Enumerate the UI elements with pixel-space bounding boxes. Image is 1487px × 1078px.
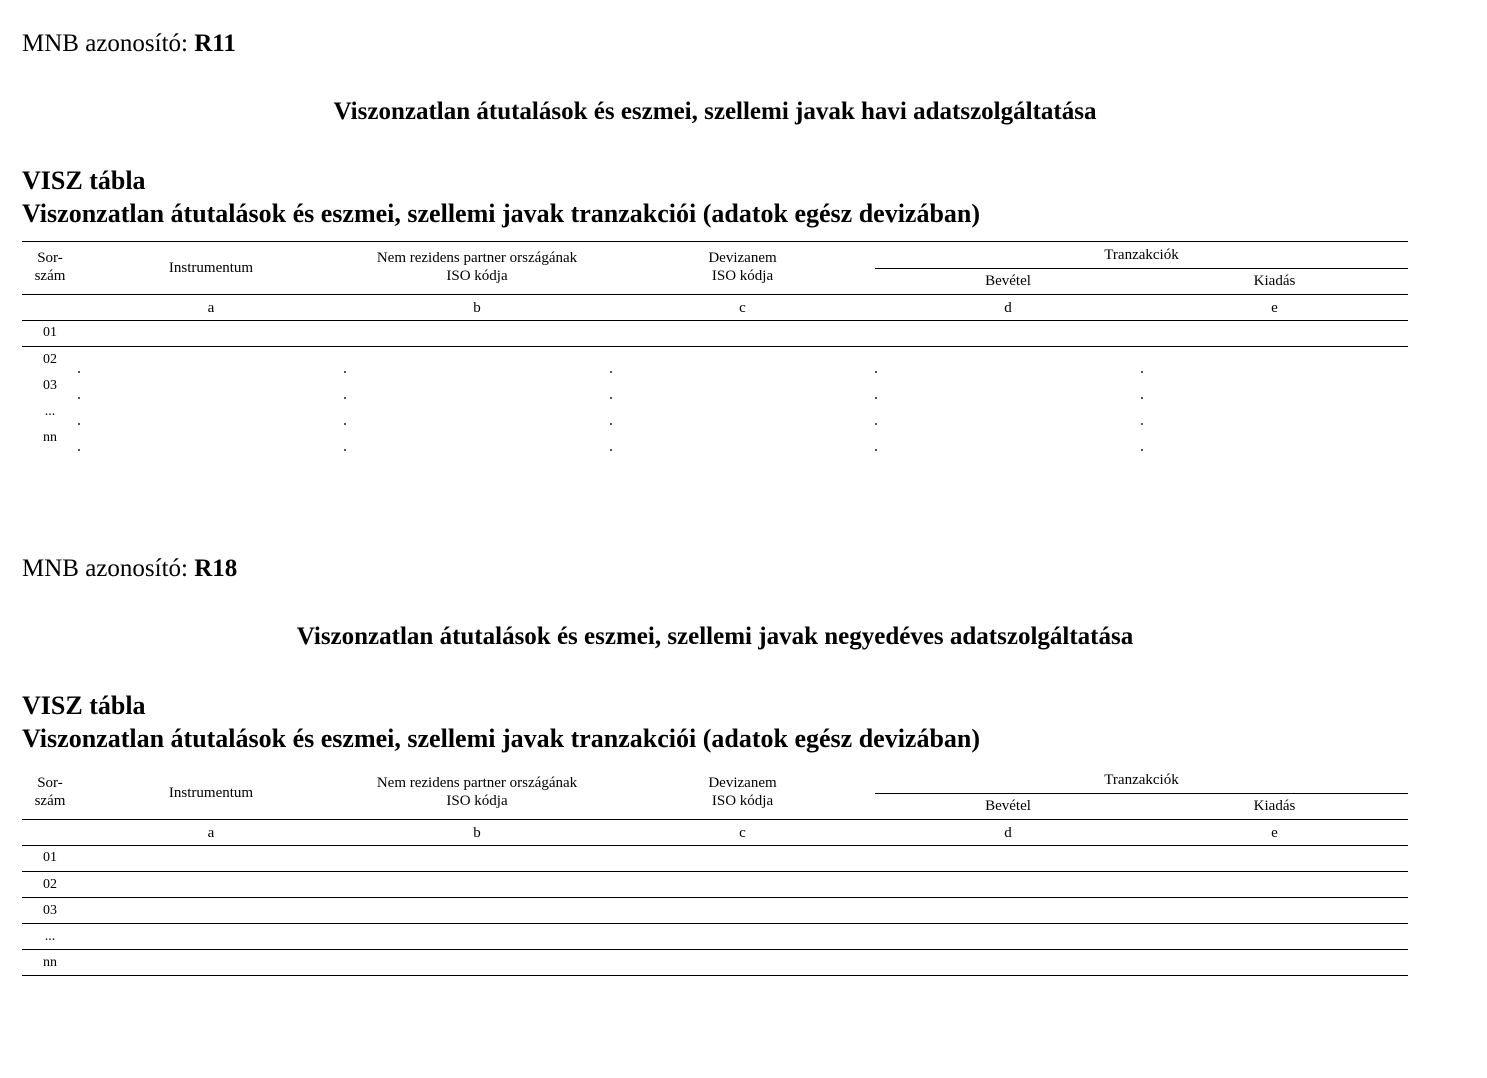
section-r18 bbox=[0, 525, 1487, 1065]
data-table bbox=[22, 241, 1408, 481]
dot-marker bbox=[78, 449, 80, 451]
header-bevetel: Bevétel bbox=[985, 798, 1031, 814]
table-rule bbox=[22, 320, 1408, 321]
header-tranzakciok: Tranzakciók bbox=[1104, 772, 1179, 788]
header-deviza-iso: Devizanem ISO kódja bbox=[708, 250, 777, 284]
dot-marker bbox=[1141, 397, 1143, 399]
dot-marker bbox=[344, 397, 346, 399]
table-rule bbox=[22, 845, 1408, 846]
dot-marker bbox=[610, 423, 612, 425]
dot-marker bbox=[610, 449, 612, 451]
header-bevetel: Bevétel bbox=[985, 273, 1031, 289]
letter-e: e bbox=[1271, 825, 1278, 841]
letter-c: c bbox=[739, 825, 746, 841]
table-rule bbox=[22, 294, 1408, 295]
header-kiadas: Kiadás bbox=[1253, 273, 1296, 289]
row-number: 01 bbox=[43, 850, 57, 865]
header-instrumentum: Instrumentum bbox=[168, 260, 254, 276]
dot-marker bbox=[610, 371, 612, 373]
row-number: 02 bbox=[43, 352, 57, 367]
letter-b: b bbox=[473, 825, 481, 841]
dot-marker bbox=[78, 371, 80, 373]
dot-marker bbox=[1141, 423, 1143, 425]
letter-a: a bbox=[207, 300, 215, 316]
header-partner-iso: Nem rezidens partner országának ISO kódja bbox=[376, 775, 578, 809]
header-deviza-iso: Devizanem ISO kódja bbox=[708, 775, 777, 809]
page-title: Viszonzatlan átutalások és eszmei, szellemi javak havi adatszolgáltatása bbox=[333, 98, 1097, 125]
table-rule bbox=[22, 819, 1408, 820]
header-sorszam: Sor- szám bbox=[34, 250, 66, 284]
letter-e: e bbox=[1271, 300, 1278, 316]
dot-marker bbox=[610, 397, 612, 399]
table-rule bbox=[22, 346, 1408, 347]
mnb-id-line bbox=[22, 30, 236, 58]
row-number: ... bbox=[44, 404, 56, 419]
header-partner-iso: Nem rezidens partner országának ISO kódja bbox=[376, 250, 578, 284]
letter-b: b bbox=[473, 300, 481, 316]
data-table bbox=[22, 766, 1408, 1006]
dot-marker bbox=[78, 423, 80, 425]
row-number: nn bbox=[43, 430, 57, 445]
dot-marker bbox=[875, 423, 877, 425]
dot-marker bbox=[875, 397, 877, 399]
letter-d: d bbox=[1004, 300, 1012, 316]
table-rule bbox=[22, 871, 1408, 872]
mnb-label: MNB azonosító: bbox=[22, 30, 188, 57]
dot-marker bbox=[1141, 449, 1143, 451]
page-title: Viszonzatlan átutalások és eszmei, szellemi javak negyedéves adatszolgáltatása bbox=[296, 623, 1134, 650]
row-number: 01 bbox=[43, 325, 57, 340]
header-sorszam: Sor- szám bbox=[34, 775, 66, 809]
row-number: 02 bbox=[43, 877, 57, 892]
header-instrumentum: Instrumentum bbox=[168, 785, 254, 801]
table-rule bbox=[22, 241, 1408, 242]
row-number: ... bbox=[44, 929, 56, 944]
table-subtitle: Viszonzatlan átutalások és eszmei, szellemi javak tranzakciói (adatok egész devizában) bbox=[22, 724, 981, 753]
dot-marker bbox=[344, 449, 346, 451]
table-rule bbox=[22, 923, 1408, 924]
letter-a: a bbox=[207, 825, 215, 841]
table-subtitle: Viszonzatlan átutalások és eszmei, szellemi javak tranzakciói (adatok egész devizában) bbox=[22, 199, 981, 228]
table-name: VISZ tábla bbox=[22, 691, 146, 720]
table-rule bbox=[875, 793, 1408, 794]
dot-marker bbox=[875, 371, 877, 373]
dot-marker bbox=[875, 449, 877, 451]
table-name: VISZ tábla bbox=[22, 166, 146, 195]
dot-marker bbox=[344, 423, 346, 425]
dot-marker bbox=[78, 397, 80, 399]
letter-c: c bbox=[739, 300, 746, 316]
table-rule bbox=[22, 897, 1408, 898]
dot-marker bbox=[344, 371, 346, 373]
mnb-id-line bbox=[22, 555, 237, 583]
mnb-id: R11 bbox=[194, 30, 236, 57]
header-tranzakciok: Tranzakciók bbox=[1104, 247, 1179, 263]
row-number: 03 bbox=[43, 378, 57, 393]
row-number: 03 bbox=[43, 903, 57, 918]
mnb-label: MNB azonosító: bbox=[22, 555, 188, 582]
table-rule bbox=[875, 268, 1408, 269]
table-rule bbox=[22, 949, 1408, 950]
row-number: nn bbox=[43, 955, 57, 970]
table-rule bbox=[22, 975, 1408, 976]
header-kiadas: Kiadás bbox=[1253, 798, 1296, 814]
dot-marker bbox=[1141, 371, 1143, 373]
letter-d: d bbox=[1004, 825, 1012, 841]
mnb-id: R18 bbox=[194, 555, 238, 582]
